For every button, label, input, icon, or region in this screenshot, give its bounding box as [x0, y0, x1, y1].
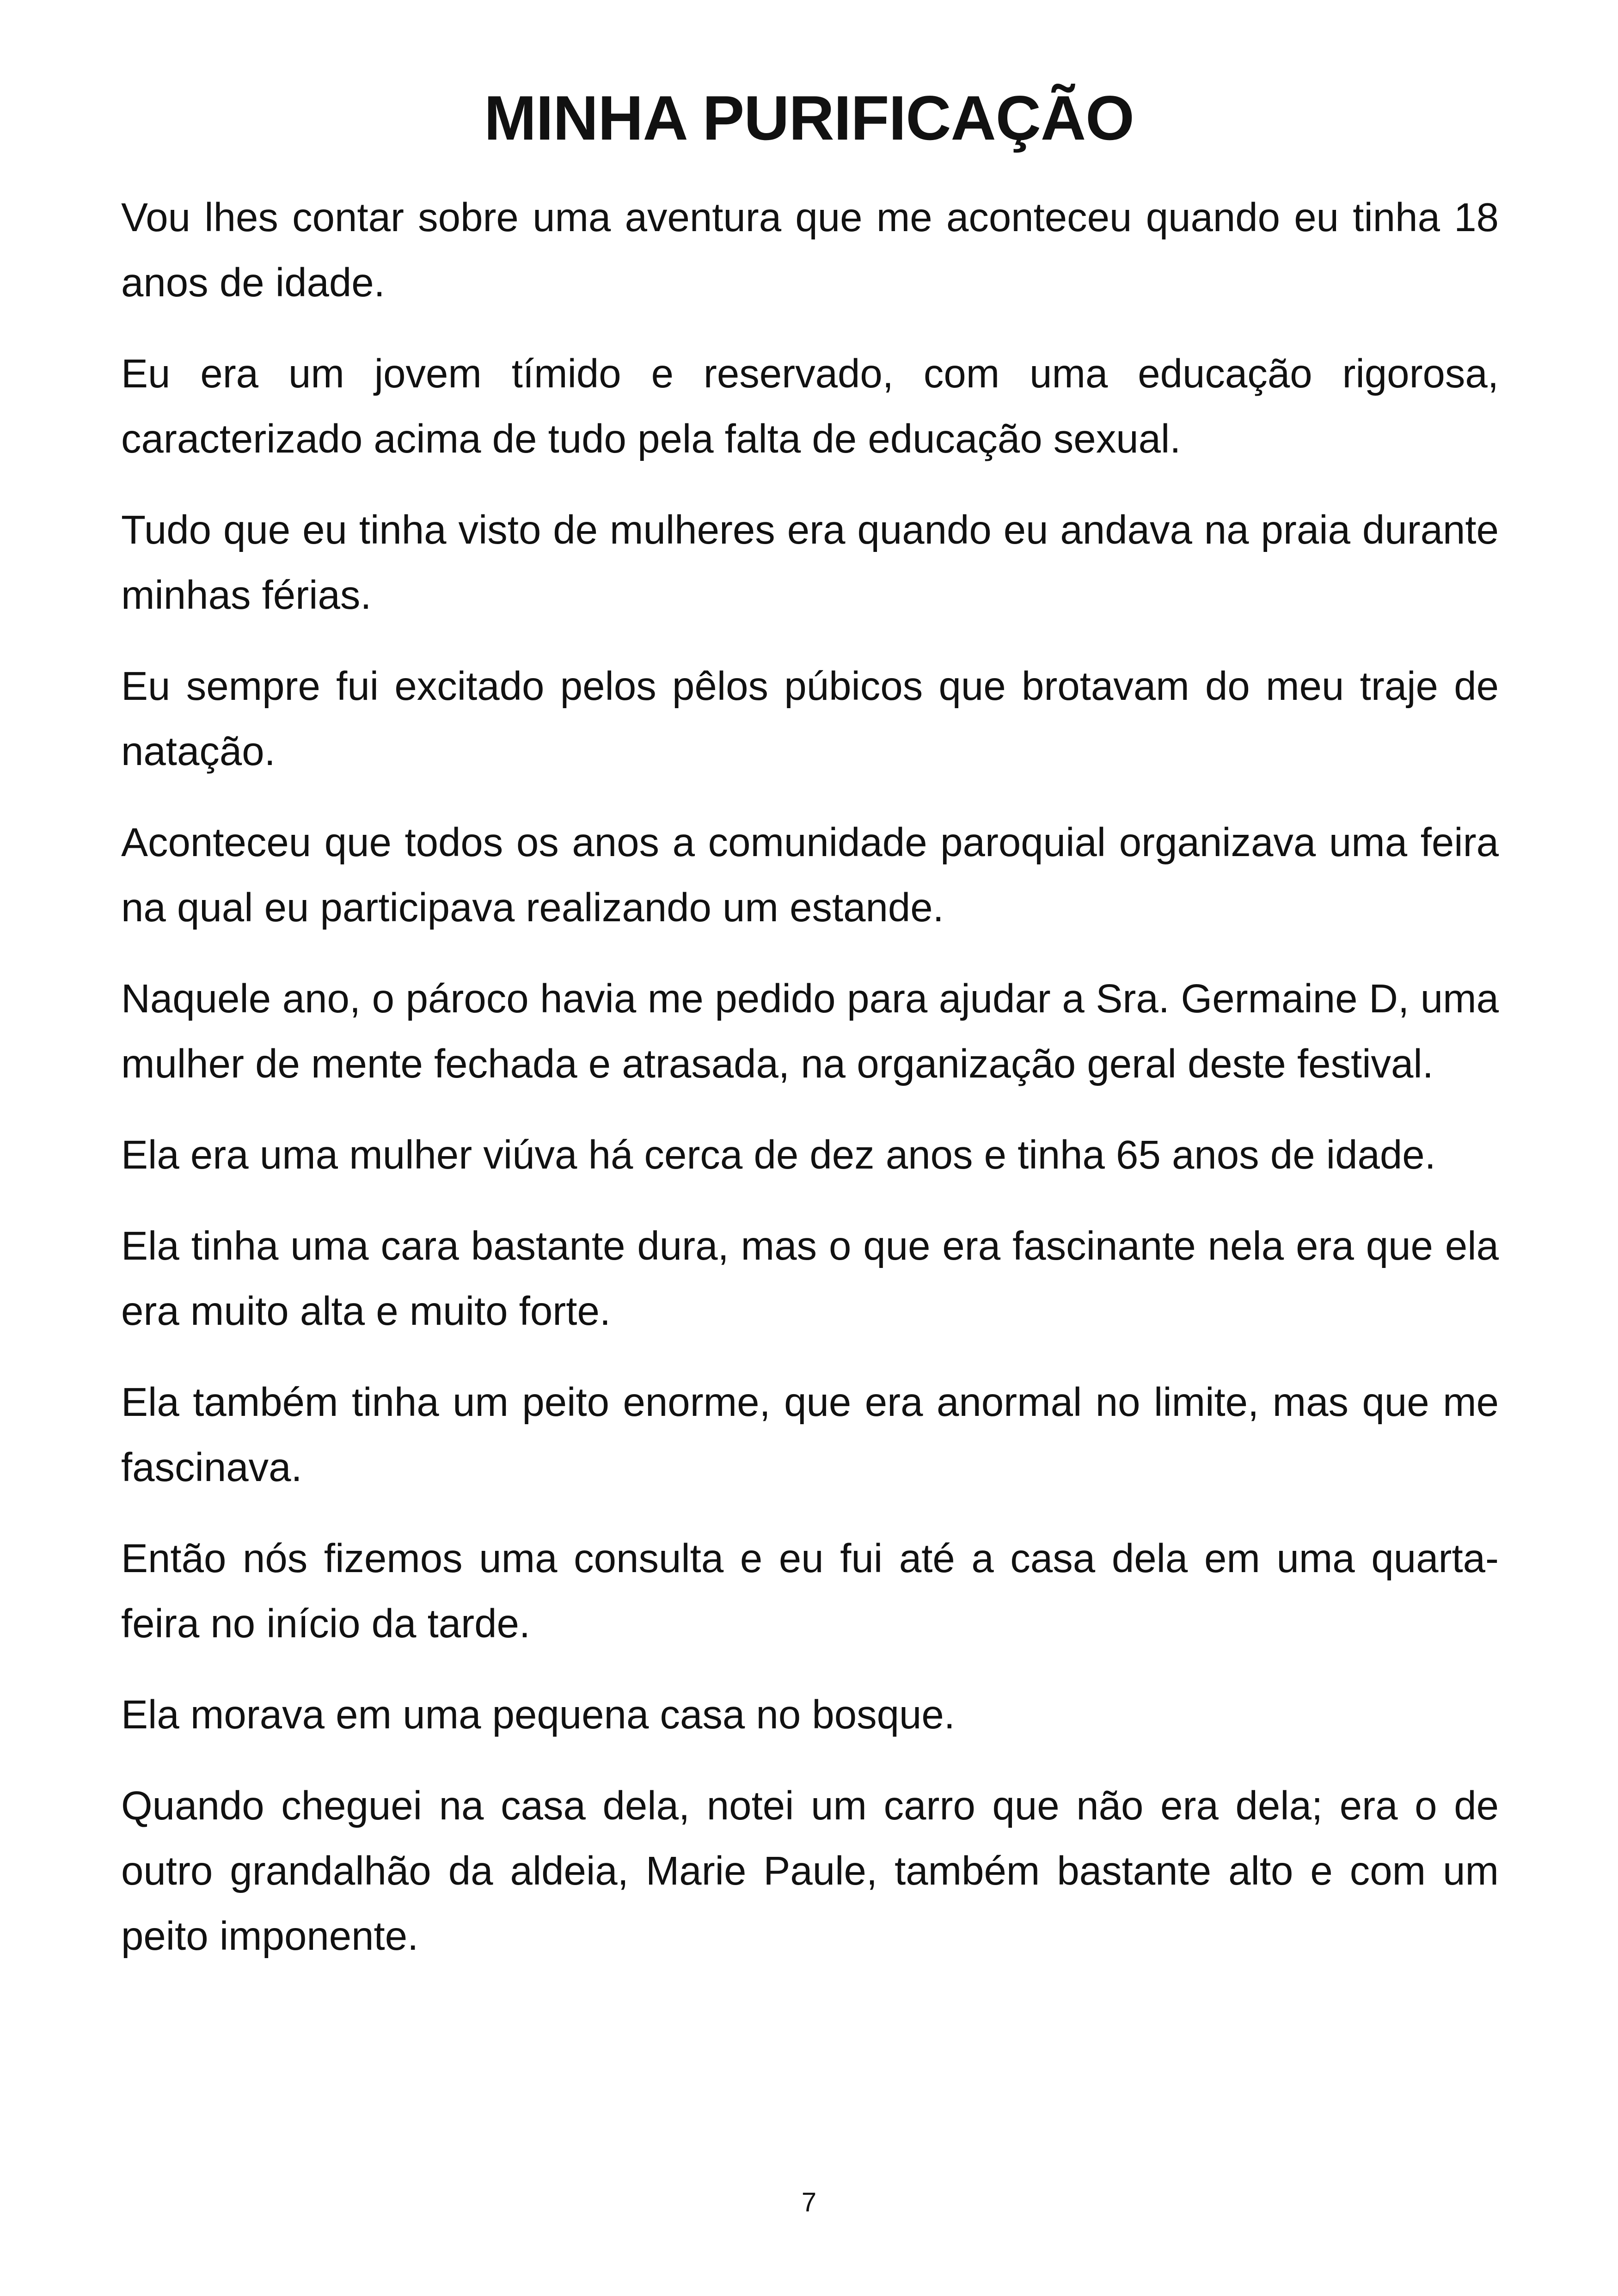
page-title: MINHA PURIFICAÇÃO: [484, 83, 1134, 153]
body-text: [121, 185, 1499, 1995]
paragraph: Tudo que eu tinha visto de mulheres era quando eu andava na praia durante minhas férias.: [121, 508, 1499, 618]
paragraph: Ela era uma mulher viúva há cerca de dez anos e tinha 65 anos de idade.: [121, 1133, 1436, 1177]
paragraph: Ela tinha uma cara bastante dura, mas o que era fascinante nela era que ela era muito alta e muito forte.: [121, 1224, 1499, 1334]
paragraph: Naquele ano, o pároco havia me pedido para ajudar a Sra. Germaine D, uma mulher de mente fechada e atrasada, na organização geral deste festival.: [121, 976, 1499, 1086]
paragraph: Ela também tinha um peito enorme, que era anormal no limite, mas que me fascinava.: [121, 1380, 1499, 1490]
paragraph: Aconteceu que todos os anos a comunidade paroquial organizava uma feira na qual eu participava realizando um estande.: [121, 820, 1499, 930]
paragraph: Quando cheguei na casa dela, notei um carro que não era dela; era o de outro grandalhão da aldeia, Marie Paule, também bastante alto e com um peito imponente.: [121, 1783, 1499, 1959]
paragraph: Eu era um jovem tímido e reservado, com uma educação rigorosa, caracterizado acima de tudo pela falta de educação sexual.: [121, 351, 1499, 461]
page-number: 7: [801, 2187, 817, 2217]
paragraph: Eu sempre fui excitado pelos pêlos púbicos que brotavam do meu traje de natação.: [121, 664, 1499, 774]
paragraph: Ela morava em uma pequena casa no bosque.: [121, 1692, 955, 1737]
paragraph: Então nós fizemos uma consulta e eu fui até a casa dela em uma quarta-feira no início da tarde.: [121, 1536, 1499, 1646]
paragraph: Vou lhes contar sobre uma aventura que me aconteceu quando eu tinha 18 anos de idade.: [121, 195, 1499, 305]
